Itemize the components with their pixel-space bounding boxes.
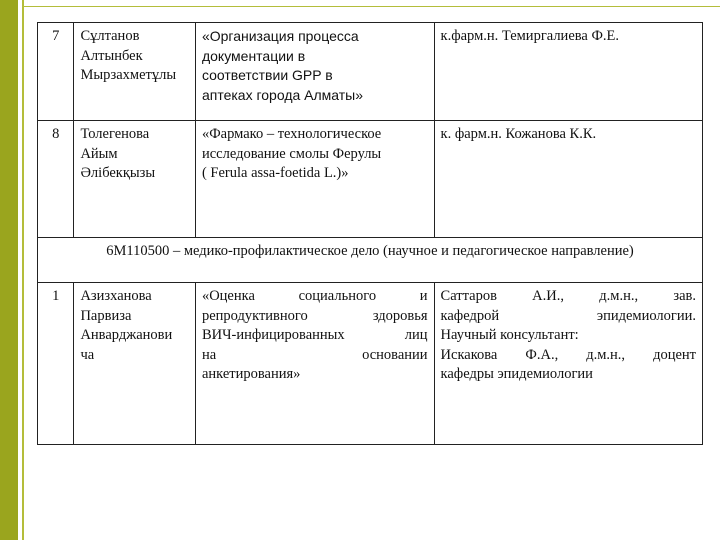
top-accent-line — [22, 6, 720, 7]
row-number: 8 — [38, 121, 74, 238]
thesis-topic: «Оценка социального и репродуктивного здоровья ВИЧ-инфицированных лиц на основании анкетирования» — [195, 283, 434, 445]
supervisor: к. фарм.н. Кожанова К.К. — [434, 121, 702, 238]
supervisor: к.фарм.н. Темиргалиева Ф.Е. — [434, 23, 702, 121]
section-heading: 6M110500 – медико-профилактическое дело (научное и педагогическое направление) — [38, 238, 703, 283]
left-accent-bar — [0, 0, 18, 540]
student-name: Сұлтанов Алтынбек Мырзахметұлы — [74, 23, 196, 121]
thesis-topic: «Фармако – технологическое исследование смолы Ферулы ( Ferula assa-foetida L.)» — [195, 121, 434, 238]
row-number: 1 — [38, 283, 74, 445]
table-row — [38, 121, 703, 238]
left-accent-line — [22, 0, 24, 540]
table-row — [38, 283, 703, 445]
student-name: Азизханова Парвиза Анварджанови ча — [74, 283, 196, 445]
supervisor: Саттаров А.И., д.м.н., зав. кафедрой эпидемиологии. Научный консультант: Искакова Ф.А., д.м.н., доцент кафедры эпидемиологии — [434, 283, 702, 445]
student-name: Толегенова Айым Әлібекқызы — [74, 121, 196, 238]
table-row — [38, 23, 703, 121]
thesis-topics-table — [37, 22, 703, 445]
section-heading-row — [38, 238, 703, 283]
row-number: 7 — [38, 23, 74, 121]
thesis-topic: «Организация процесса документации в соответствии GPP в аптеках города Алматы» — [195, 23, 434, 121]
